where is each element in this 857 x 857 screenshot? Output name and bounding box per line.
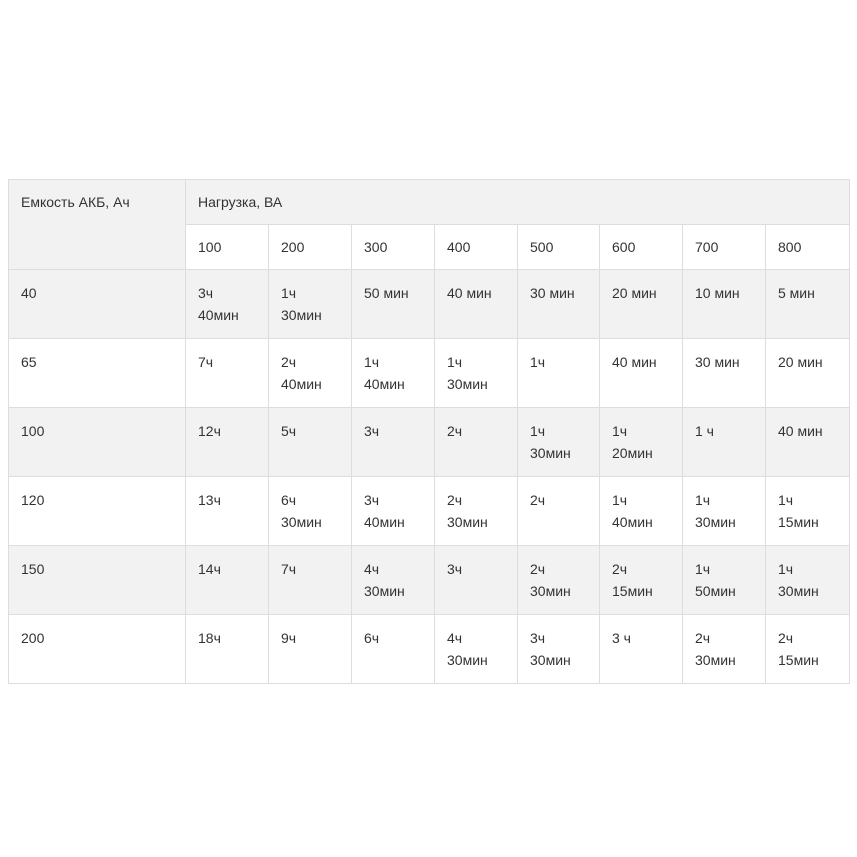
runtime-cell	[435, 270, 518, 339]
capacity-cell: 200	[9, 615, 186, 684]
runtime-cell	[600, 546, 683, 615]
runtime-value: 5 мин	[778, 285, 815, 301]
runtime-value: 15мин	[778, 514, 819, 530]
runtime-cell	[600, 477, 683, 546]
runtime-value: 20 мин	[778, 354, 823, 370]
runtime-value: 2ч	[695, 630, 711, 646]
runtime-cell	[766, 615, 850, 684]
runtime-cell	[518, 408, 600, 477]
table-row	[9, 408, 850, 477]
runtime-value: 30мин	[364, 583, 405, 599]
runtime-value: 40 мин	[778, 423, 823, 439]
capacity-cell: 100	[9, 408, 186, 477]
table-header-row	[9, 180, 850, 225]
runtime-value: 2ч	[530, 492, 546, 508]
runtime-cell	[186, 270, 269, 339]
capacity-column-header: Емкость АКБ, Ач	[9, 180, 186, 270]
runtime-value: 9ч	[281, 630, 297, 646]
load-header-cell: 600	[600, 225, 683, 270]
runtime-value: 5ч	[281, 423, 297, 439]
runtime-cell	[600, 270, 683, 339]
runtime-value: 1ч	[612, 492, 628, 508]
runtime-value: 4ч	[364, 561, 380, 577]
runtime-value: 40мин	[364, 514, 405, 530]
runtime-value: 1ч	[447, 354, 463, 370]
runtime-cell	[269, 546, 352, 615]
runtime-cell	[435, 477, 518, 546]
runtime-cell	[186, 477, 269, 546]
runtime-value: 40 мин	[447, 285, 492, 301]
runtime-value: 3ч	[364, 492, 380, 508]
runtime-cell	[518, 477, 600, 546]
runtime-cell	[518, 339, 600, 408]
runtime-value: 1ч	[530, 423, 546, 439]
runtime-value: 30мин	[530, 445, 571, 461]
runtime-cell	[766, 339, 850, 408]
runtime-cell	[766, 270, 850, 339]
runtime-value: 14ч	[198, 561, 221, 577]
runtime-cell	[435, 408, 518, 477]
runtime-value: 15мин	[612, 583, 653, 599]
runtime-value: 2ч	[447, 423, 463, 439]
runtime-cell	[352, 408, 435, 477]
runtime-cell	[683, 546, 766, 615]
load-header-cell: 100	[186, 225, 269, 270]
runtime-value: 7ч	[281, 561, 297, 577]
table-row	[9, 477, 850, 546]
runtime-value: 2ч	[281, 354, 297, 370]
runtime-cell	[600, 615, 683, 684]
runtime-value: 30 мин	[530, 285, 575, 301]
load-header-cell: 300	[352, 225, 435, 270]
runtime-value: 1 ч	[695, 423, 714, 439]
runtime-cell	[518, 270, 600, 339]
runtime-value: 30мин	[530, 583, 571, 599]
runtime-value: 13ч	[198, 492, 221, 508]
load-header-cell: 200	[269, 225, 352, 270]
runtime-value: 6ч	[364, 630, 380, 646]
runtime-cell	[352, 615, 435, 684]
runtime-value: 1ч	[695, 561, 711, 577]
runtime-cell	[186, 615, 269, 684]
runtime-value: 20мин	[612, 445, 653, 461]
runtime-value: 3ч	[198, 285, 214, 301]
runtime-cell	[518, 546, 600, 615]
runtime-cell	[435, 339, 518, 408]
runtime-value: 3ч	[364, 423, 380, 439]
runtime-value: 40мин	[198, 307, 239, 323]
runtime-value: 40 мин	[612, 354, 657, 370]
runtime-value: 40мин	[364, 376, 405, 392]
runtime-value: 1ч	[695, 492, 711, 508]
table-row	[9, 615, 850, 684]
runtime-value: 2ч	[778, 630, 794, 646]
runtime-value: 30 мин	[695, 354, 740, 370]
runtime-value: 1ч	[778, 492, 794, 508]
runtime-cell	[352, 477, 435, 546]
runtime-value: 1ч	[281, 285, 297, 301]
runtime-cell	[435, 615, 518, 684]
runtime-cell	[269, 477, 352, 546]
runtime-cell	[600, 339, 683, 408]
runtime-value: 7ч	[198, 354, 214, 370]
runtime-value: 2ч	[447, 492, 463, 508]
runtime-value: 30мин	[281, 307, 322, 323]
runtime-value: 15мин	[778, 652, 819, 668]
runtime-cell	[683, 270, 766, 339]
runtime-cell	[269, 339, 352, 408]
runtime-value: 30мин	[530, 652, 571, 668]
runtime-cell	[600, 408, 683, 477]
runtime-value: 4ч	[447, 630, 463, 646]
load-header-cell: 400	[435, 225, 518, 270]
runtime-cell	[186, 546, 269, 615]
runtime-cell	[435, 546, 518, 615]
runtime-cell	[352, 339, 435, 408]
runtime-value: 3ч	[447, 561, 463, 577]
runtime-cell	[683, 477, 766, 546]
capacity-cell: 150	[9, 546, 186, 615]
runtime-cell	[518, 615, 600, 684]
table-row	[9, 546, 850, 615]
runtime-cell	[352, 270, 435, 339]
runtime-cell	[352, 546, 435, 615]
runtime-value: 1ч	[530, 354, 546, 370]
runtime-value: 30мин	[695, 652, 736, 668]
runtime-value: 50 мин	[364, 285, 409, 301]
runtime-value: 2ч	[612, 561, 628, 577]
runtime-value: 50мин	[695, 583, 736, 599]
runtime-value: 3ч	[530, 630, 546, 646]
runtime-value: 40мин	[281, 376, 322, 392]
runtime-value: 18ч	[198, 630, 221, 646]
runtime-cell	[269, 408, 352, 477]
runtime-cell	[766, 408, 850, 477]
runtime-value: 3 ч	[612, 630, 631, 646]
runtime-cell	[766, 546, 850, 615]
load-header-cell: 500	[518, 225, 600, 270]
load-header-cell: 700	[683, 225, 766, 270]
runtime-cell	[683, 408, 766, 477]
runtime-value: 30мин	[447, 376, 488, 392]
runtime-value: 1ч	[612, 423, 628, 439]
runtime-cell	[766, 477, 850, 546]
capacity-cell: 65	[9, 339, 186, 408]
runtime-cell	[269, 615, 352, 684]
runtime-cell	[269, 270, 352, 339]
runtime-cell	[186, 408, 269, 477]
capacity-cell: 40	[9, 270, 186, 339]
runtime-value: 30мин	[281, 514, 322, 530]
runtime-value: 20 мин	[612, 285, 657, 301]
runtime-value: 30мин	[778, 583, 819, 599]
load-column-header: Нагрузка, ВА	[186, 180, 850, 225]
table-row	[9, 339, 850, 408]
capacity-cell: 120	[9, 477, 186, 546]
runtime-value: 30мин	[695, 514, 736, 530]
runtime-value: 12ч	[198, 423, 221, 439]
runtime-value: 30мин	[447, 652, 488, 668]
runtime-value: 2ч	[530, 561, 546, 577]
runtime-cell	[683, 339, 766, 408]
battery-runtime-table	[8, 179, 850, 684]
runtime-value: 1ч	[778, 561, 794, 577]
runtime-value: 40мин	[612, 514, 653, 530]
runtime-cell	[683, 615, 766, 684]
runtime-value: 1ч	[364, 354, 380, 370]
table-row	[9, 270, 850, 339]
runtime-value: 6ч	[281, 492, 297, 508]
runtime-value: 10 мин	[695, 285, 740, 301]
runtime-value: 30мин	[447, 514, 488, 530]
load-header-cell: 800	[766, 225, 850, 270]
runtime-cell	[186, 339, 269, 408]
